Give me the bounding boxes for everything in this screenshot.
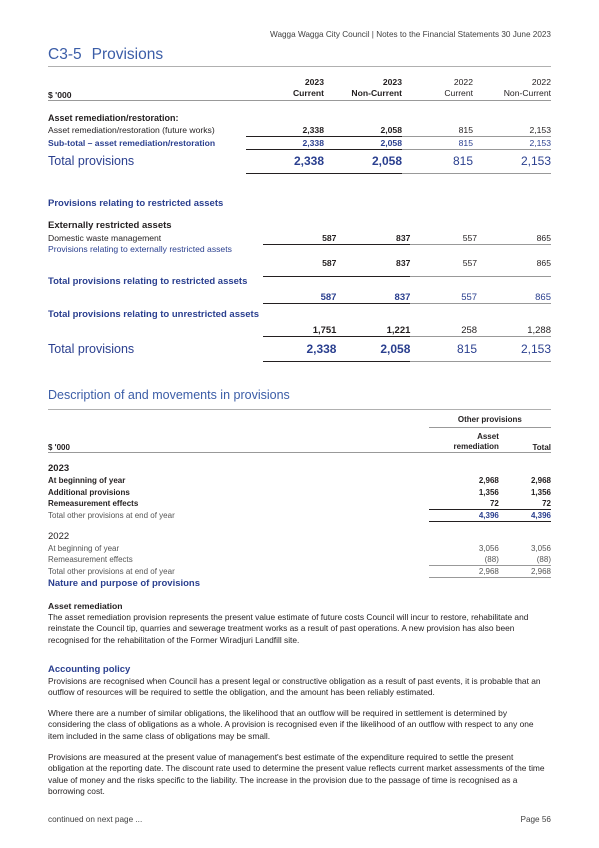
section-name: Provisions: [91, 46, 164, 63]
row-value: (88): [484, 555, 499, 564]
section-title: [48, 46, 163, 64]
total-row: [48, 149, 551, 173]
col-type: Current: [402, 87, 473, 100]
total-value: 2,338: [246, 149, 324, 173]
total-value: 815: [410, 336, 477, 361]
table-row: [48, 498, 551, 510]
subtotal-row: [48, 136, 551, 149]
row-value: 72: [489, 499, 499, 508]
row-value: 865: [477, 276, 551, 303]
row-value: 1,221: [336, 309, 410, 336]
row-value: 1,288: [477, 309, 551, 336]
col-year: 2022: [453, 76, 473, 87]
total-value: 815: [402, 149, 473, 173]
continued-note: continued on next page ...: [48, 815, 143, 824]
total-value: 2,153: [473, 149, 551, 173]
col-type: Non-Current: [324, 87, 402, 100]
row-value: 2,968: [429, 566, 499, 578]
unit-label: $ '000: [48, 87, 246, 100]
total-value: 2,058: [336, 336, 410, 361]
col-year: 2023: [382, 76, 402, 87]
nature-text: The asset remediation provision represents the present value estimate of future costs Council will incur to restore, rehabilitate and reinstate the Council tip, quarries and sewerage treatment works as a result of past operations. A new provision has also been recognised for the rehabilitation of the Former Wiradjuri Landfill site.: [48, 612, 529, 645]
row-value: 2,058: [380, 124, 402, 135]
table-row: [48, 244, 551, 268]
movements-divider: [48, 409, 551, 410]
row-value: 4,396: [499, 510, 551, 522]
table-row: [48, 543, 551, 555]
row-label: Remeasurement effects: [48, 499, 139, 509]
row-value: 837: [336, 276, 410, 303]
row-label: At beginning of year: [48, 543, 120, 553]
row-value: 815: [458, 124, 473, 135]
accounting-p1: Provisions are recognised when Council has a present legal or constructive obligation as a result of past events, it is probable that an outflow of resources will be required to settle the obligation, and the amount has been reliably estimated.: [48, 676, 541, 698]
col-year: 2023: [304, 76, 324, 87]
row-value: 837: [396, 232, 411, 243]
row-value: 258: [410, 309, 477, 336]
row-value: 815: [402, 136, 473, 149]
row-value: 837: [336, 244, 410, 268]
asset-remediation-subheading: Asset remediation: [48, 601, 123, 611]
row-label: Total provisions relating to unrestricted assets: [48, 309, 259, 320]
unit-label: $ '000: [48, 427, 429, 452]
total-value: 2,338: [263, 336, 337, 361]
row-value: 1,356: [478, 487, 499, 497]
page-number: Page 56: [520, 815, 551, 824]
row-label: Total other provisions at end of year: [48, 511, 175, 520]
row-label: Asset remediation/restoration (future works): [48, 125, 215, 135]
group-heading: Asset remediation/restoration:: [48, 113, 179, 123]
row-value: 2,968: [530, 476, 551, 486]
row-value: 865: [536, 232, 551, 243]
restricted-heading: Provisions relating to restricted assets: [48, 198, 224, 209]
row-value: (88): [536, 555, 551, 564]
row-label: Domestic waste management: [48, 233, 162, 243]
running-header: Wagga Wagga City Council | Notes to the Financial Statements 30 June 2023: [270, 30, 551, 39]
row-value: 2,338: [246, 136, 324, 149]
row-value: 2,968: [499, 566, 551, 578]
table-row: [48, 475, 551, 487]
movements-table: [48, 413, 551, 578]
row-value: 2,153: [473, 136, 551, 149]
row-value: 587: [263, 244, 337, 268]
row-label: Total other provisions at end of year: [48, 567, 175, 576]
header-years-row: [48, 76, 551, 87]
row-value: 557: [462, 232, 478, 243]
total-label: Total provisions: [48, 341, 135, 356]
total-row: [48, 566, 551, 578]
header-types-row: [48, 87, 551, 100]
table-row: [48, 487, 551, 499]
row-value: 587: [263, 276, 337, 303]
col-type: Current: [246, 87, 324, 100]
subtotal-row: [48, 309, 551, 336]
subtotal-row: [48, 276, 551, 303]
table-row: [48, 554, 551, 566]
row-value: 2,338: [302, 124, 324, 135]
accounting-heading: Accounting policy: [48, 664, 131, 675]
accounting-p2: Where there are a number of similar obligations, the likelihood that an outflow will be required in settlement is determined by considering the class of obligations as a whole. A provision is recognised even if the likelihood of an outflow with respect to any one item included in the same class of obligations may be small.: [48, 708, 534, 741]
year-heading: 2022: [48, 530, 70, 542]
nature-heading: Nature and purpose of provisions: [48, 578, 201, 589]
row-value: 4,396: [429, 510, 499, 522]
row-label: Remeasurement effects: [48, 555, 133, 565]
row-value: 2,058: [324, 136, 402, 149]
row-value: 1,356: [530, 487, 551, 497]
row-value: 72: [542, 499, 551, 508]
table-row: [48, 232, 551, 244]
row-value: 865: [477, 244, 551, 268]
section-number: C3-5: [48, 46, 82, 63]
total-value: 2,058: [324, 149, 402, 173]
row-value: 557: [410, 276, 477, 303]
total-row: [48, 336, 551, 361]
restricted-table: [48, 218, 551, 362]
row-value: 3,056: [478, 543, 499, 553]
row-value: 2,153: [529, 124, 551, 135]
row-value: 587: [322, 232, 337, 243]
col-year: 2022: [531, 76, 551, 87]
header-row: [48, 427, 551, 452]
row-value: 1,751: [263, 309, 337, 336]
row-value: 2,968: [478, 476, 499, 486]
group-heading: Externally restricted assets: [48, 219, 172, 231]
col-type: Non-Current: [473, 87, 551, 100]
row-label: Total provisions relating to restricted assets: [48, 276, 248, 287]
group-header: Other provisions: [429, 413, 551, 427]
year-heading: 2023: [48, 462, 70, 474]
table-row: [48, 124, 551, 136]
total-label: Total provisions: [48, 154, 135, 168]
row-value: 3,056: [530, 543, 551, 553]
accounting-p3: Provisions are measured at the present value of management's best estimate of the expenditure required to settle the present obligation at the reporting date. The discount rate used to determine the present value reflects current market assessments of the time value of money and the risks specific to the liability. The increase in the provision due to the passage of time is recognised as a borrowing cost.: [48, 752, 545, 796]
row-label: Additional provisions: [48, 487, 130, 497]
row-label: At beginning of year: [48, 476, 126, 486]
provisions-table: [48, 76, 551, 174]
header-divider: [48, 66, 551, 67]
row-value: 557: [410, 244, 477, 268]
row-label: Sub-total – asset remediation/restoration: [48, 137, 216, 148]
col-asset-remediation: Asset remediation: [429, 427, 499, 452]
col-total: Total: [499, 427, 551, 452]
row-label: Provisions relating to externally restricted assets: [48, 244, 232, 254]
total-row: [48, 510, 551, 522]
total-value: 2,153: [477, 336, 551, 361]
movements-title: Description of and movements in provisions: [48, 388, 290, 402]
